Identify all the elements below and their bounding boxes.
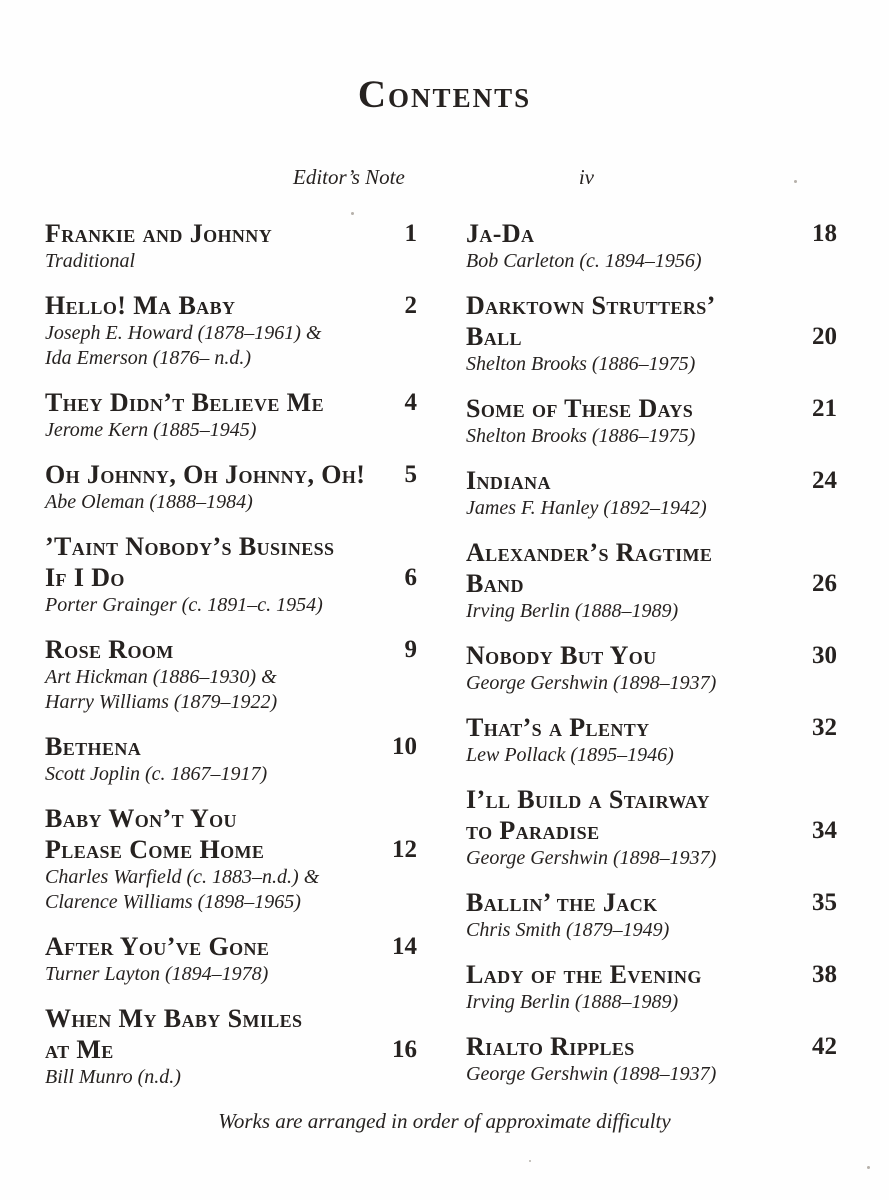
song-title-line: That’s a Plenty — [466, 713, 650, 742]
song-title-line: If I Do — [45, 563, 125, 592]
toc-entry — [466, 887, 837, 943]
song-title-line: Baby Won’t You — [45, 804, 237, 833]
song-title-line: I’ll Build a Stairway — [466, 785, 710, 814]
song-title-row — [45, 931, 417, 962]
toc-entry — [45, 731, 417, 787]
toc-entry — [45, 1003, 417, 1090]
song-page-number: 9 — [404, 636, 417, 663]
song-title-line: Band — [466, 569, 524, 598]
song-title-row — [45, 803, 417, 865]
toc-entry — [466, 784, 837, 871]
song-title — [45, 634, 174, 665]
song-title — [466, 712, 650, 743]
song-page-number: 14 — [392, 933, 417, 960]
song-title-line: to Paradise — [466, 816, 600, 845]
song-title — [45, 931, 269, 962]
song-title-row — [466, 218, 837, 249]
song-title — [466, 784, 710, 846]
footer-note: Works are arranged in order of approximate difficulty — [218, 1109, 671, 1133]
song-title-row — [45, 218, 417, 249]
toc-entry — [45, 803, 417, 915]
song-page-number: 24 — [812, 467, 837, 494]
song-title — [45, 1003, 302, 1065]
song-title — [466, 218, 534, 249]
song-title-row — [466, 465, 837, 496]
toc-entry — [466, 712, 837, 768]
song-title-line: Indiana — [466, 466, 551, 495]
song-title — [466, 640, 657, 671]
composer-line: Charles Warfield (c. 1883–n.d.) & — [45, 866, 320, 888]
song-page-number: 21 — [812, 395, 837, 422]
song-title — [466, 887, 658, 918]
song-title-line: Nobody But You — [466, 641, 657, 670]
song-title-line: Ball — [466, 322, 522, 351]
song-title-line: Ballin’ the Jack — [466, 888, 658, 917]
toc-entry — [45, 634, 417, 715]
song-page-number: 30 — [812, 642, 837, 669]
toc-entry — [466, 465, 837, 521]
composer-line: Bob Carleton (c. 1894–1956) — [466, 250, 702, 272]
toc-entry — [466, 290, 837, 377]
song-title-line: Rose Room — [45, 635, 174, 664]
song-title-row — [466, 1031, 837, 1062]
toc-entry — [45, 531, 417, 618]
composer-line: Joseph E. Howard (1878–1961) & — [45, 322, 322, 344]
song-page-number: 10 — [392, 733, 417, 760]
song-title — [45, 531, 334, 593]
song-title-line: Some of These Days — [466, 394, 694, 423]
song-title-line: After You’ve Gone — [45, 932, 270, 961]
song-page-number: 32 — [812, 714, 837, 741]
toc-entry — [45, 387, 417, 443]
toc-entry — [466, 537, 837, 624]
song-page-number: 2 — [404, 292, 417, 319]
composer-line: Scott Joplin (c. 1867–1917) — [45, 763, 268, 785]
composer-line: Clarence Williams (1898–1965) — [45, 891, 301, 913]
toc-entry — [45, 459, 417, 515]
song-title-line: They Didn’t Believe Me — [45, 388, 325, 417]
toc-entry — [466, 393, 837, 449]
song-title-row — [45, 290, 417, 321]
song-page-number: 1 — [404, 220, 417, 247]
song-title-line: Darktown Strutters’ — [466, 291, 716, 320]
song-page-number: 34 — [812, 817, 837, 844]
song-title — [466, 1031, 635, 1062]
composer-line: Turner Layton (1894–1978) — [45, 963, 269, 985]
song-title — [466, 393, 693, 424]
toc-entry — [466, 959, 837, 1015]
composer-line: George Gershwin (1898–1937) — [466, 672, 717, 694]
song-title — [466, 290, 716, 352]
song-page-number: 38 — [812, 961, 837, 988]
toc-entry — [45, 290, 417, 371]
scan-speck — [529, 1160, 531, 1162]
song-title-line: Ja-Da — [466, 219, 535, 248]
song-page-number: 20 — [812, 323, 837, 350]
song-page-number: 35 — [812, 889, 837, 916]
editors-note-page-number: iv — [578, 165, 594, 189]
song-title-row — [466, 959, 837, 990]
song-title-row — [45, 731, 417, 762]
composer-line: Porter Grainger (c. 1891–c. 1954) — [45, 594, 323, 616]
composer-line: Traditional — [45, 250, 136, 272]
song-page-number: 16 — [392, 1036, 417, 1063]
page-title: Contents — [357, 73, 532, 116]
scan-speck — [351, 212, 354, 215]
composer-line: Bill Munro (n.d.) — [45, 1066, 181, 1088]
song-title-row — [45, 459, 417, 490]
toc-entry — [466, 640, 837, 696]
song-title-line: Bethena — [45, 732, 142, 761]
song-page-number: 18 — [812, 220, 837, 247]
composer-line: Harry Williams (1879–1922) — [45, 691, 278, 713]
composer-line: Shelton Brooks (1886–1975) — [466, 353, 696, 375]
song-page-number: 4 — [404, 389, 417, 416]
toc-right-column — [466, 218, 837, 1103]
song-title-row — [466, 887, 837, 918]
composer-line: James F. Hanley (1892–1942) — [466, 497, 707, 519]
editors-note-label: Editor’s Note — [293, 165, 405, 189]
song-title-line: ’Taint Nobody’s Business — [45, 532, 335, 561]
song-title-line: Frankie and Johnny — [45, 219, 273, 248]
toc-entry — [466, 218, 837, 274]
song-title-line: Hello! Ma Baby — [45, 291, 236, 320]
song-title-line: Please Come Home — [45, 835, 265, 864]
composer-line: Irving Berlin (1888–1989) — [466, 600, 679, 622]
song-title-line: at Me — [45, 1035, 114, 1064]
toc-left-column — [45, 218, 417, 1106]
song-title-row — [466, 290, 837, 352]
song-page-number: 6 — [404, 564, 417, 591]
composer-line: Lew Pollack (1895–1946) — [466, 744, 674, 766]
composer-line: Shelton Brooks (1886–1975) — [466, 425, 696, 447]
song-title — [45, 731, 141, 762]
song-title-line: Rialto Ripples — [466, 1032, 635, 1061]
song-title-line: Alexander’s Ragtime — [466, 538, 713, 567]
song-title-row — [466, 640, 837, 671]
song-title — [45, 290, 235, 321]
song-title — [45, 459, 365, 490]
composer-line: Art Hickman (1886–1930) & — [45, 666, 277, 688]
song-title-row — [45, 634, 417, 665]
song-title — [45, 218, 272, 249]
composer-line: George Gershwin (1898–1937) — [466, 847, 717, 869]
composer-line: George Gershwin (1898–1937) — [466, 1063, 717, 1085]
composer-line: Jerome Kern (1885–1945) — [45, 419, 257, 441]
song-title — [466, 465, 551, 496]
song-title — [466, 537, 712, 599]
song-title — [466, 959, 702, 990]
toc-entry — [466, 1031, 837, 1087]
composer-line: Ida Emerson (1876– n.d.) — [45, 347, 252, 369]
composer-line: Irving Berlin (1888–1989) — [466, 991, 679, 1013]
song-title-row — [466, 784, 837, 846]
song-title — [45, 387, 324, 418]
song-title-row — [45, 387, 417, 418]
song-title-row — [466, 393, 837, 424]
song-page-number: 26 — [812, 570, 837, 597]
song-title-row — [466, 537, 837, 599]
song-title — [45, 803, 264, 865]
toc-entry — [45, 931, 417, 987]
song-title-row — [45, 531, 417, 593]
composer-line: Abe Oleman (1888–1984) — [45, 491, 253, 513]
scan-speck — [867, 1166, 870, 1169]
song-page-number: 42 — [812, 1033, 837, 1060]
song-title-line: Oh Johnny, Oh Johnny, Oh! — [45, 460, 366, 489]
song-page-number: 5 — [404, 461, 417, 488]
composer-line: Chris Smith (1879–1949) — [466, 919, 670, 941]
front-matter-row — [293, 164, 594, 190]
song-title-line: When My Baby Smiles — [45, 1004, 303, 1033]
song-page-number: 12 — [392, 836, 417, 863]
scan-speck — [794, 180, 797, 183]
song-title-row — [466, 712, 837, 743]
toc-entry — [45, 218, 417, 274]
song-title-line: Lady of the Evening — [466, 960, 702, 989]
song-title-row — [45, 1003, 417, 1065]
